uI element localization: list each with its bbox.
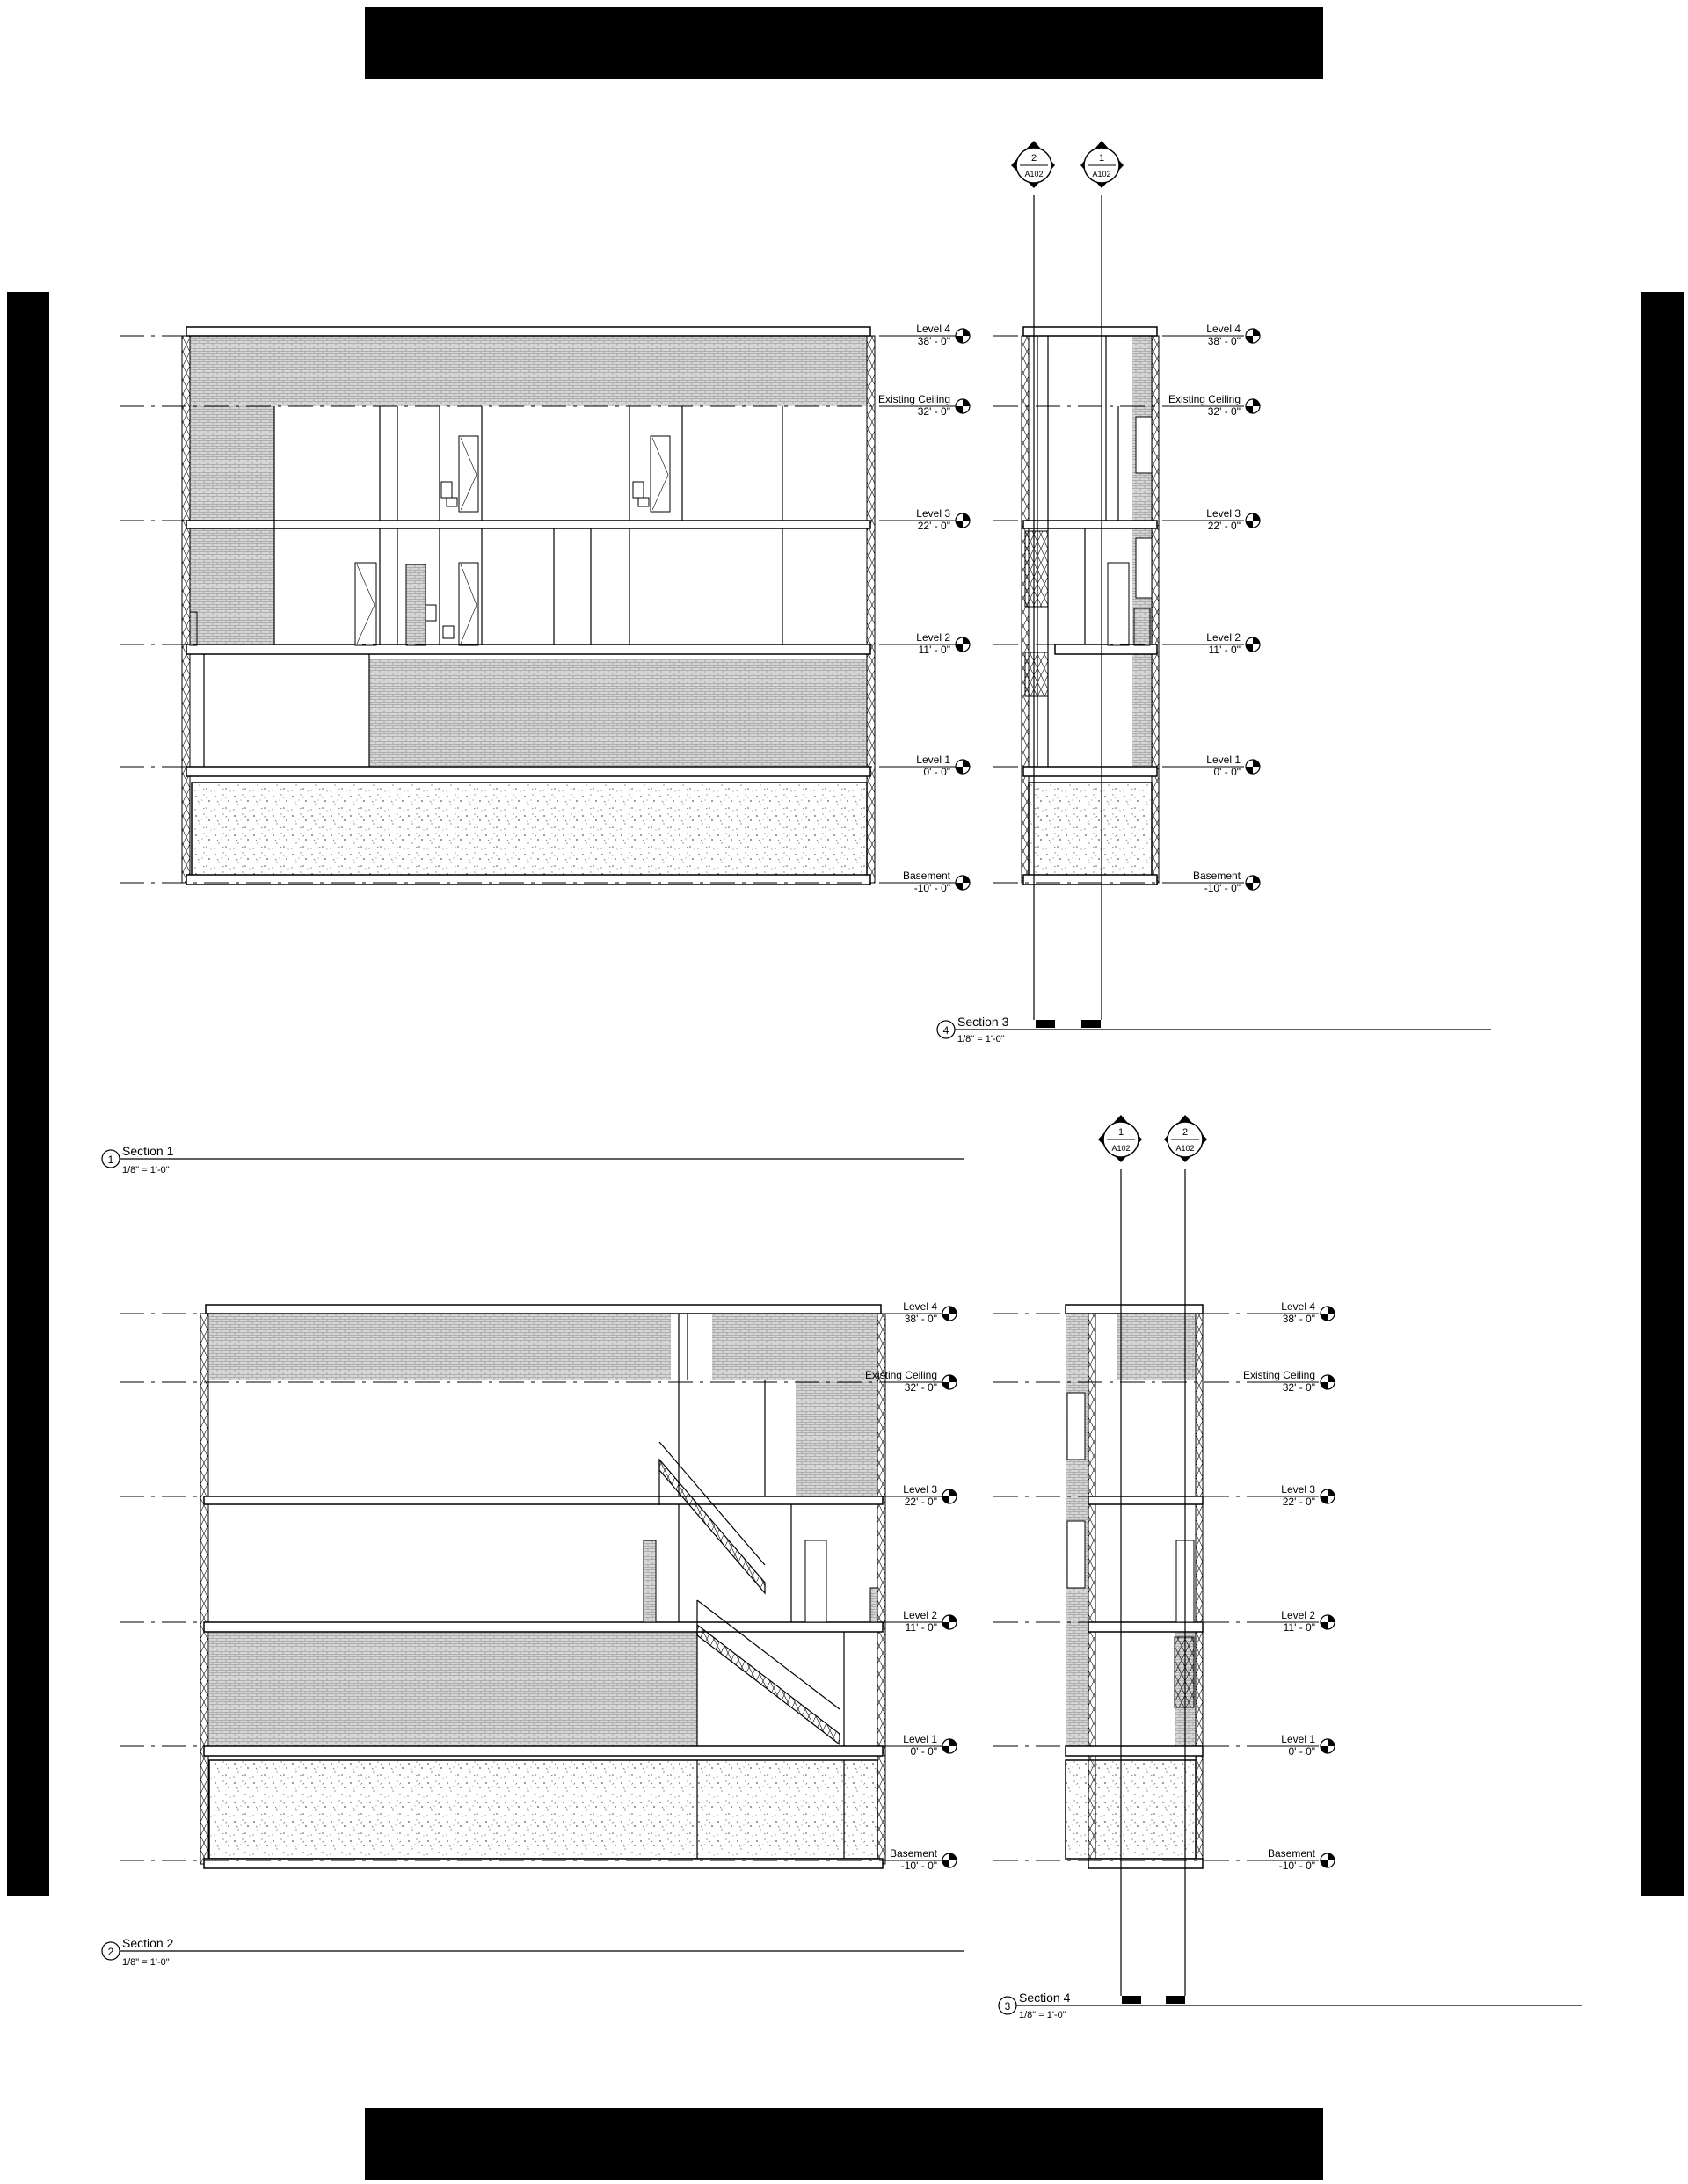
marker-sheet: A102 bbox=[1175, 1144, 1195, 1153]
view-title: Section 2 bbox=[122, 1936, 174, 1950]
level-elevation: 22' - 0" bbox=[917, 520, 950, 532]
s2-wall-right bbox=[877, 1314, 885, 1864]
s2-brick-level1 bbox=[209, 1632, 697, 1746]
s3-window-lower bbox=[1136, 538, 1152, 598]
left-border-bar bbox=[7, 292, 49, 1896]
level-name: Level 3 bbox=[916, 507, 950, 520]
foundation-concrete-s3 bbox=[1029, 783, 1152, 877]
marker-number: 2 bbox=[1182, 1127, 1189, 1138]
level-tag-level1 bbox=[1182, 753, 1260, 778]
level-name: Level 2 bbox=[1206, 631, 1241, 644]
marker-number: 1 bbox=[1117, 1127, 1124, 1138]
stair-upper bbox=[1025, 531, 1048, 607]
level-tag-level3 bbox=[879, 1483, 957, 1508]
level-name: Level 2 bbox=[1281, 1609, 1315, 1621]
level-elevation: 11' - 0" bbox=[918, 644, 950, 656]
level-name: Level 2 bbox=[916, 631, 950, 644]
level-elevation: 38' - 0" bbox=[904, 1313, 937, 1325]
level-elevation: 38' - 0" bbox=[1207, 335, 1241, 347]
view-title-section-2[interactable] bbox=[102, 1936, 964, 1968]
view-scale: 1/8" = 1'-0" bbox=[122, 1957, 170, 1968]
title-block-top-bar bbox=[365, 7, 1323, 79]
door-section1-c bbox=[355, 563, 376, 645]
level-tag-level2 bbox=[1257, 1609, 1335, 1634]
level-name: Existing Ceiling bbox=[877, 393, 950, 405]
s2-brick-roof-left bbox=[209, 1314, 671, 1380]
level-elevation: -10' - 0" bbox=[900, 1860, 937, 1872]
level-tag-level4 bbox=[892, 323, 970, 347]
s2-wall-left bbox=[200, 1314, 208, 1864]
section-marker-top-right[interactable] bbox=[1080, 141, 1124, 188]
level-tag-level1 bbox=[892, 753, 970, 778]
level-tag-basement bbox=[1182, 870, 1260, 894]
s3-door bbox=[1108, 563, 1129, 645]
view-number: 1 bbox=[107, 1154, 114, 1166]
s4-window-upper bbox=[1067, 1393, 1085, 1460]
s2-foundation bbox=[209, 1760, 877, 1859]
level-elevation: -10' - 0" bbox=[1278, 1860, 1315, 1872]
level-name: Existing Ceiling bbox=[864, 1369, 937, 1381]
level-elevation: 11' - 0" bbox=[1283, 1621, 1315, 1634]
s2-brick-roof-right bbox=[712, 1314, 877, 1380]
view-title: Section 1 bbox=[122, 1144, 174, 1158]
section-marker-bottom-right[interactable] bbox=[1164, 1115, 1207, 1162]
level-tag-level3 bbox=[1257, 1483, 1335, 1508]
level-elevation: 22' - 0" bbox=[904, 1496, 937, 1508]
level-name: Basement bbox=[1267, 1847, 1315, 1860]
door-section1-b bbox=[651, 436, 670, 512]
slab-level3 bbox=[186, 521, 870, 528]
level-name: Level 3 bbox=[1206, 507, 1241, 520]
level-tag-basement bbox=[879, 1847, 957, 1872]
level-tag-basement bbox=[892, 870, 970, 894]
level-elevation: 11' - 0" bbox=[905, 1621, 937, 1634]
view-scale: 1/8" = 1'-0" bbox=[1019, 2010, 1066, 2020]
level-elevation: 32' - 0" bbox=[904, 1381, 937, 1394]
level-name: Existing Ceiling bbox=[1168, 393, 1241, 405]
level-name: Level 1 bbox=[1281, 1733, 1315, 1745]
s3-wall-left bbox=[1022, 336, 1029, 883]
slab-level2 bbox=[186, 644, 870, 654]
marker-sheet: A102 bbox=[1111, 1144, 1131, 1153]
marker-sheet: A102 bbox=[1024, 170, 1044, 178]
view-number: 3 bbox=[1004, 2000, 1011, 2013]
level-name: Level 4 bbox=[1206, 323, 1241, 335]
stair-lower bbox=[1025, 652, 1048, 696]
roof-parapet bbox=[186, 327, 870, 336]
door-section1-e bbox=[459, 563, 478, 645]
s4-window-lower bbox=[1067, 1521, 1085, 1588]
section-marker-top-left[interactable] bbox=[1011, 141, 1055, 188]
level-tag-basement bbox=[1257, 1847, 1335, 1872]
marker-number: 1 bbox=[1098, 153, 1105, 164]
slab-level1 bbox=[186, 767, 870, 776]
marker-sheet: A102 bbox=[1092, 170, 1111, 178]
level-elevation: 22' - 0" bbox=[1207, 520, 1241, 532]
level-name: Level 2 bbox=[903, 1609, 937, 1621]
level-name: Level 1 bbox=[1206, 753, 1241, 766]
exterior-wall-right bbox=[867, 336, 875, 883]
s3-window-upper bbox=[1136, 417, 1152, 473]
level-tag-ceiling bbox=[878, 393, 970, 418]
section-4-drawing bbox=[1008, 1169, 1582, 2006]
s3-wall-right bbox=[1152, 336, 1159, 883]
level-elevation: -10' - 0" bbox=[1204, 882, 1241, 894]
s2-brick-wall-right bbox=[796, 1380, 877, 1496]
brick-band-roof bbox=[190, 336, 867, 406]
right-border-bar bbox=[1641, 292, 1684, 1896]
title-block-bottom-bar bbox=[365, 2108, 1323, 2180]
level-elevation: 0' - 0" bbox=[1288, 1745, 1315, 1758]
door-section1-d bbox=[406, 564, 426, 645]
view-title-section-1[interactable] bbox=[102, 1144, 964, 1176]
level-tag-level4 bbox=[879, 1300, 957, 1325]
level-tag-level2 bbox=[1182, 631, 1260, 656]
level-name: Basement bbox=[889, 1847, 937, 1860]
level-elevation: 0' - 0" bbox=[1213, 766, 1241, 778]
level-tag-ceiling bbox=[1168, 393, 1260, 418]
foundation-concrete bbox=[192, 783, 867, 877]
level-name: Level 4 bbox=[1281, 1300, 1315, 1313]
level-tag-level2 bbox=[892, 631, 970, 656]
level-name: Basement bbox=[902, 870, 950, 882]
level-name: Basement bbox=[1192, 870, 1241, 882]
level-elevation: 32' - 0" bbox=[1207, 405, 1241, 418]
level-tag-level2 bbox=[879, 1609, 957, 1634]
s4-stair bbox=[1175, 1637, 1194, 1707]
view-title: Section 4 bbox=[1019, 1991, 1071, 2005]
view-number: 2 bbox=[107, 1946, 114, 1958]
level-name: Level 3 bbox=[903, 1483, 937, 1496]
brick-wall-left-upper bbox=[190, 406, 274, 522]
level-tag-level4 bbox=[1257, 1300, 1335, 1325]
level-name: Level 1 bbox=[903, 1733, 937, 1745]
level-name: Level 4 bbox=[916, 323, 950, 335]
section-1-drawing bbox=[182, 327, 875, 885]
level-tags bbox=[865, 323, 1335, 1872]
level-elevation: 22' - 0" bbox=[1282, 1496, 1315, 1508]
marker-number: 2 bbox=[1030, 153, 1037, 164]
level-name: Existing Ceiling bbox=[1242, 1369, 1315, 1381]
view-title: Section 3 bbox=[957, 1015, 1009, 1029]
level-tag-level1 bbox=[879, 1733, 957, 1758]
view-scale: 1/8" = 1'-0" bbox=[122, 1165, 170, 1176]
level-elevation: 32' - 0" bbox=[917, 405, 950, 418]
level-name: Level 3 bbox=[1281, 1483, 1315, 1496]
level-tag-level1 bbox=[1257, 1733, 1335, 1758]
section-marker-bottom-left[interactable] bbox=[1098, 1115, 1142, 1162]
section-2-drawing bbox=[200, 1305, 885, 1868]
level-tag-level4 bbox=[1182, 323, 1260, 347]
level-elevation: -10' - 0" bbox=[913, 882, 950, 894]
level-elevation: 32' - 0" bbox=[1282, 1381, 1315, 1394]
level-elevation: 0' - 0" bbox=[910, 1745, 937, 1758]
level-tag-ceiling bbox=[1243, 1369, 1335, 1394]
level-elevation: 0' - 0" bbox=[923, 766, 950, 778]
view-scale: 1/8" = 1'-0" bbox=[957, 1034, 1005, 1045]
brick-band-level1 bbox=[369, 659, 867, 769]
exterior-wall-left bbox=[182, 336, 190, 883]
s3-parapet bbox=[1023, 327, 1157, 336]
level-elevation: 38' - 0" bbox=[917, 335, 950, 347]
brick-wall-left-lower bbox=[190, 528, 274, 645]
level-elevation: 11' - 0" bbox=[1208, 644, 1241, 656]
level-name: Level 4 bbox=[903, 1300, 937, 1313]
view-number: 4 bbox=[942, 1024, 950, 1037]
level-tag-level3 bbox=[892, 507, 970, 532]
door-section1-a bbox=[459, 436, 478, 512]
level-name: Level 1 bbox=[916, 753, 950, 766]
level-elevation: 38' - 0" bbox=[1282, 1313, 1315, 1325]
section-3-drawing bbox=[946, 195, 1491, 1030]
level-tag-level3 bbox=[1182, 507, 1260, 532]
